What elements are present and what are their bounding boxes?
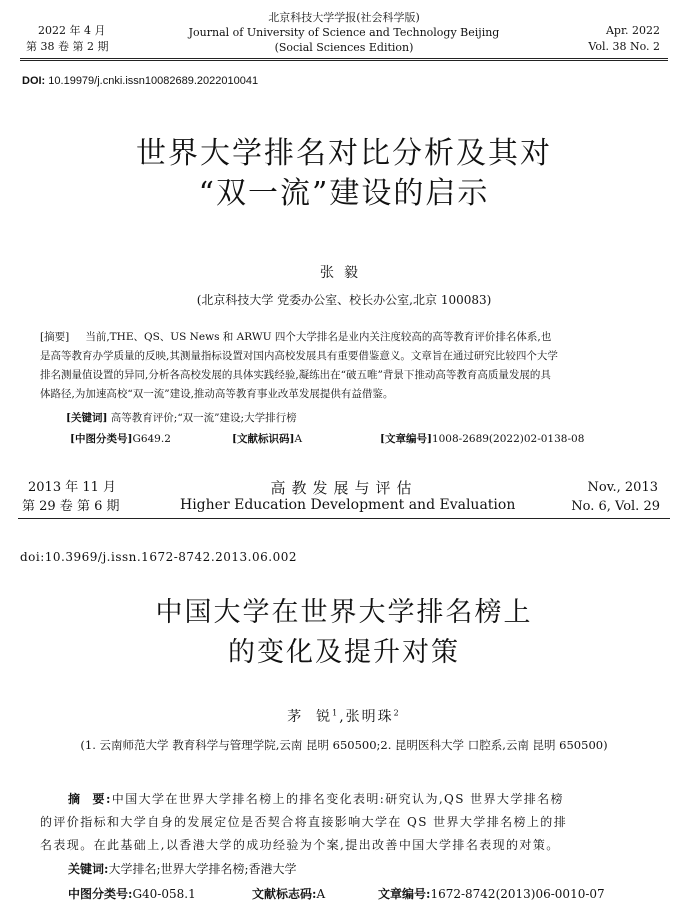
paper2-authors	[0, 706, 688, 726]
paper1-title-line1: 世界大学排名对比分析及其对	[136, 136, 552, 171]
paper1-article-no-label: [文章编号]	[380, 433, 432, 445]
paper1-title-line2: “双一流”建设的启示	[198, 176, 490, 211]
paper1-date: 2022 年 4 月	[38, 24, 106, 37]
paper2-keywords-label: 关键词:	[68, 862, 109, 876]
paper2-volume-en: No. 6, Vol. 29	[571, 499, 660, 514]
paper1-clc-value: G649.2	[132, 433, 171, 445]
paper1-abstract-text1: 当前,THE、QS、US News 和 ARWU 四个大学排名是业内关注度较高的高等教育评价排名体系,也	[85, 331, 552, 343]
paper2-article-no-value: 1672-8742(2013)06-0010-07	[430, 887, 605, 901]
paper1-article-no-value: 1008-2689(2022)02-0138-08	[431, 433, 585, 445]
paper1-abstract-line2: 是高等教育办学质量的反映,其测量指标设置对国内高校发展具有重要借鉴意义。文章旨在通过研究比较四个大学	[40, 350, 558, 362]
paper2-date-en: Nov., 2013	[587, 480, 658, 495]
paper2-author-sep: ,	[339, 709, 346, 725]
paper2-affiliation: (1. 云南师范大学 教育科学与管理学院,云南 昆明 650500;2. 昆明医科大学 口腔系,云南 昆明 650500)	[80, 738, 608, 752]
paper2-article-no	[378, 885, 605, 902]
paper1-journal-cn: 北京科技大学学报(社会科学版)	[268, 11, 420, 24]
paper1-keywords-label: [关键词]	[66, 412, 108, 424]
paper2-author2-sup: 2	[393, 708, 401, 718]
paper1-abstract-label: [摘要]	[40, 331, 70, 343]
paper2-abstract-line2: 的评价指标和大学自身的发展定位是否契合将直接影响大学在 QS 世界大学排名榜上的排	[40, 815, 568, 829]
paper2-author1: 茅 锐	[287, 709, 333, 725]
paper2-doc-code	[252, 885, 325, 902]
paper2-doc-code-label: 文献标志码:	[252, 887, 317, 901]
paper1-abstract-line4: 体路径,为加速高校“双一流”建设,推动高等教育事业改革发展提供有益借鉴。	[40, 388, 394, 400]
paper1-abstract-line1	[40, 328, 551, 347]
paper1-volume: 第 38 卷 第 2 期	[26, 40, 109, 53]
paper1-clc-label: [中图分类号]	[70, 433, 133, 445]
paper2-journal-en: Higher Education Development and Evaluation	[180, 497, 516, 513]
paper1-header-rule	[20, 58, 668, 59]
paper1-journal-edition: (Social Sciences Edition)	[274, 41, 414, 54]
paper2-abstract-text1: 中国大学在世界大学排名榜上的排名变化表明:研究认为,QS 世界大学排名榜	[111, 792, 564, 806]
paper1-doi-label: DOI:	[22, 75, 46, 87]
paper1-doi	[22, 75, 258, 87]
paper1-doc-code-value: A	[294, 433, 303, 445]
paper2-author2: 张明珠	[345, 709, 394, 725]
paper2-title-line2: 的变化及提升对策	[228, 637, 460, 668]
paper2-clc-label: 中图分类号:	[68, 887, 133, 901]
paper1-keywords	[66, 410, 297, 425]
paper1-volume-en: Vol. 38 No. 2	[588, 40, 660, 53]
paper1-header-rule-thin	[20, 60, 668, 61]
paper2-title-line1: 中国大学在世界大学排名榜上	[155, 597, 533, 628]
paper2-clc	[68, 885, 196, 902]
paper1-keywords-value: 高等教育评价;“双一流”建设;大学排行榜	[110, 412, 297, 424]
paper1-affiliation: (北京科技大学 党委办公室、校长办公室,北京 100083)	[196, 293, 492, 307]
paper1-abstract-line3: 排名测量值设置的异同,分析各高校发展的具体实践经验,凝练出在“破五唯”背景下推动高等教育高质量发展的具	[40, 369, 551, 381]
paper2-volume: 第 29 卷 第 6 期	[22, 499, 120, 514]
paper2-keywords	[68, 860, 297, 877]
paper1-clc	[70, 431, 171, 446]
paper1-doc-code-label: [文献标识码]	[232, 433, 295, 445]
paper2-clc-value: G40-058.1	[132, 887, 196, 901]
paper2-author1-sup: 1	[332, 708, 340, 718]
paper2-journal-cn: 高教发展与评估	[270, 479, 418, 497]
paper2-keywords-value: 大学排名;世界大学排名榜;香港大学	[108, 862, 297, 876]
paper2-doc-code-value: A	[316, 887, 326, 901]
paper1-article-no	[380, 431, 584, 446]
paper1-date-en: Apr. 2022	[605, 24, 660, 37]
paper2-doi: doi:10.3969/j.issn.1672-8742.2013.06.002	[20, 550, 297, 564]
paper2-abstract-line3: 名表现。在此基础上,以香港大学的成功经验为个案,提出改善中国大学排名表现的对策。	[40, 838, 560, 852]
paper2-header-rule	[18, 518, 670, 519]
paper1-doc-code	[232, 431, 302, 446]
paper2-date: 2013 年 11 月	[28, 480, 117, 495]
paper2-article-no-label: 文章编号:	[378, 887, 431, 901]
paper1-journal-en: Journal of University of Science and Technology Beijing	[188, 26, 500, 39]
paper1-author: 张毅	[320, 265, 368, 281]
paper2-abstract-line1	[68, 788, 564, 811]
paper1-doi-value: 10.19979/j.cnki.issn10082689.2022010041	[45, 75, 259, 87]
paper2-abstract-label: 摘 要:	[68, 792, 112, 806]
